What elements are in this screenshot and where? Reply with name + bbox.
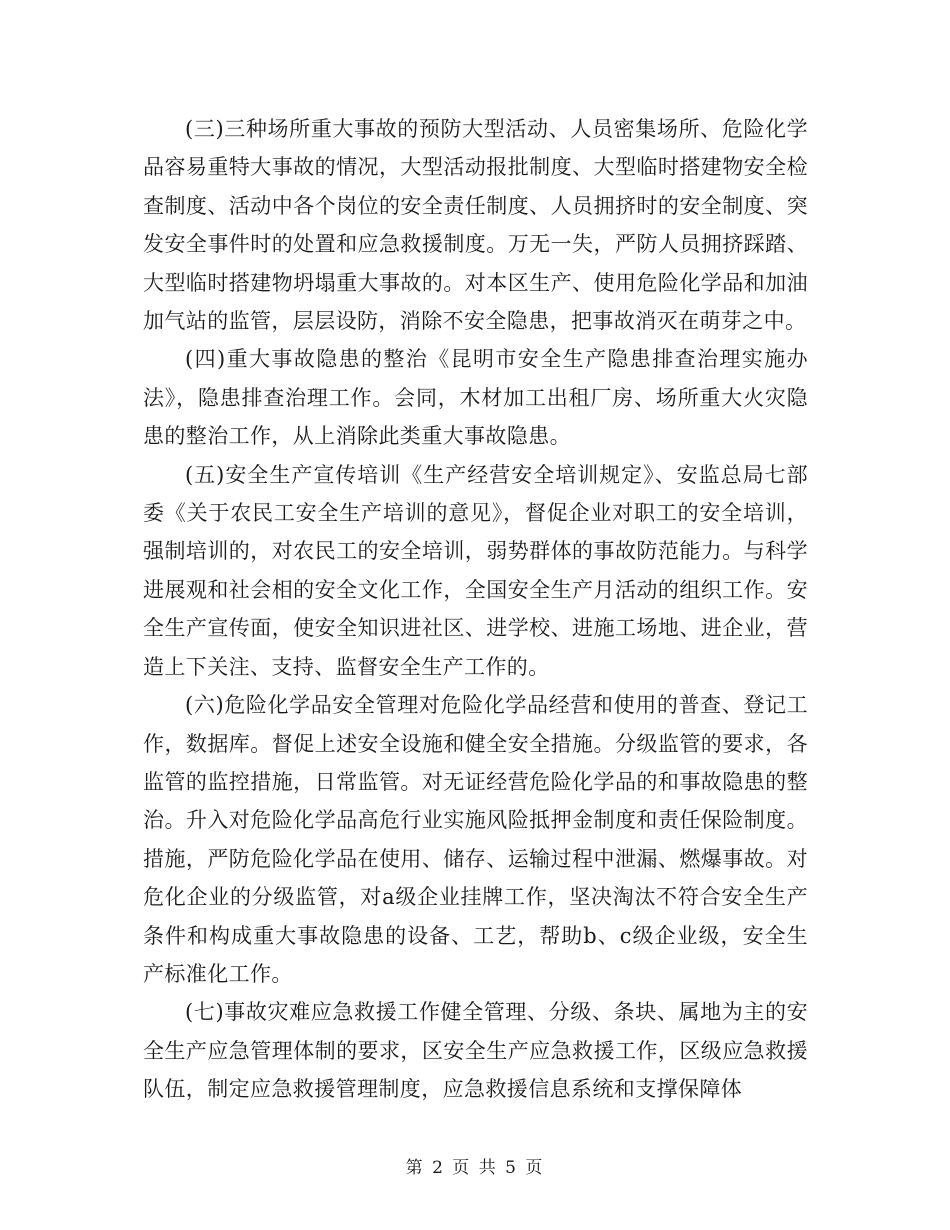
document-body [143, 110, 808, 1109]
paragraph-section-3: (三)三种场所重大事故的预防大型活动、人员密集场所、危险化学品容易重特大事故的情况，大型活动报批制度、大型临时搭建物安全检查制度、活动中各个岗位的安全责任制度、人员拥挤时的安全制度、突发安全事件时的处置和应急救援制度。万无一失，严防人员拥挤踩踏、大型临时搭建物坍塌重大事故的。对本区生产、使用危险化学品和加油加气站的监管，层层设防，消除不安全隐患，把事故消灭在萌芽之中。 [143, 117, 808, 334]
page-number-footer: 第 2 页 共 5 页 [405, 1158, 545, 1178]
paragraph-section-6: (六)危险化学品安全管理对危险化学品经营和使用的普查、登记工作，数据库。督促上述安全设施和健全安全措施。分级监管的要求，各监管的监控措施，日常监管。对无证经营危险化学品的和事故隐患的整治。升入对危险化学品高危行业实施风险抵押金制度和责任保险制度。措施，严防危险化学品在使用、储存、运输过程中泄漏、燃爆事故。对危化企业的分级监管，对a级企业挂牌工作，坚决淘汰不符合安全生产条件和构成重大事故隐患的设备、工艺，帮助b、c级企业级，安全生产标准化工作。 [143, 693, 808, 986]
paragraph-section-5: (五)安全生产宣传培训《生产经营安全培训规定》、安监总局七部委《关于农民工安全生产培训的意见》，督促企业对职工的安全培训，强制培训的，对农民工的安全培训，弱势群体的事故防范能力。与科学进展观和社会相的安全文化工作，全国安全生产月活动的组织工作。安全生产宣传面，使安全知识进社区、进学校、进施工场地、进企业，营造上下关注、支持、监督安全生产工作的。 [143, 462, 808, 679]
paragraph-section-7: (七)事故灾难应急救援工作健全管理、分级、条块、属地为主的安全生产应急管理体制的要求，区安全生产应急救援工作，区级应急救援队伍，制定应急救援管理制度，应急救援信息系统和支撑保障体 [143, 1000, 808, 1102]
paragraph-section-4: (四)重大事故隐患的整治《昆明市安全生产隐患排查治理实施办法》，隐患排查治理工作。会同，木材加工出租厂房、场所重大火灾隐患的整治工作，从上消除此类重大事故隐患。 [143, 347, 808, 449]
